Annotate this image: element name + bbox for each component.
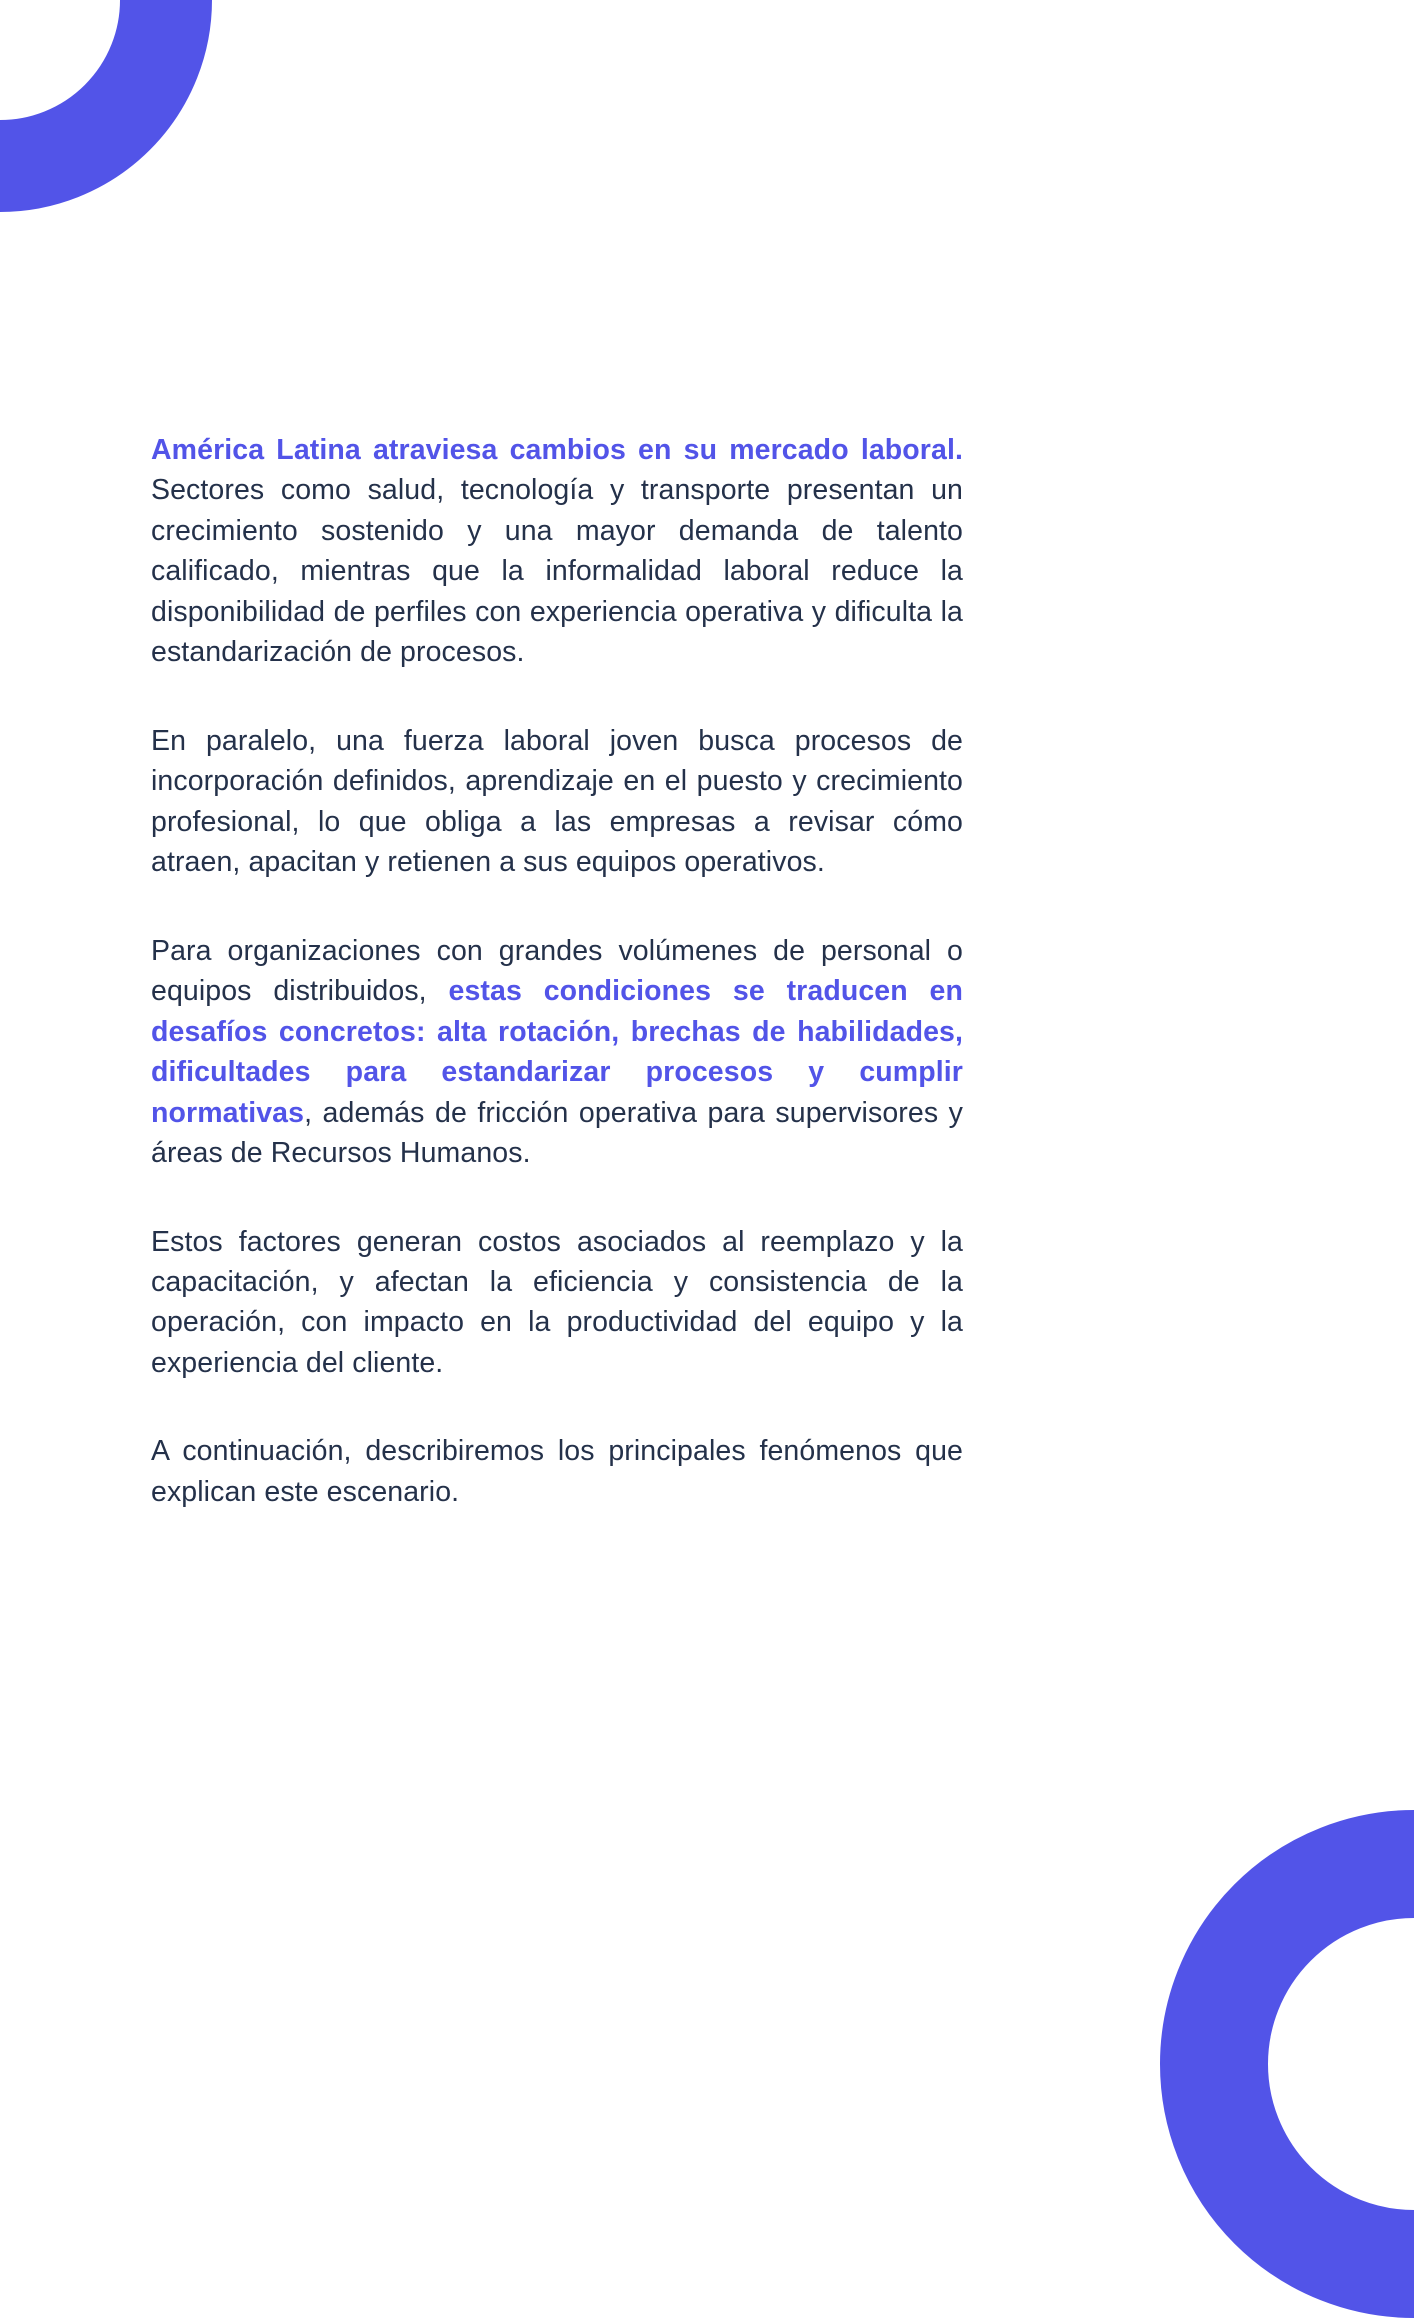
text-run: A continuación, describiremos los principales fenómenos que explican este escenario. xyxy=(151,1435,963,1508)
emphasis-run: América Latina atraviesa cambios en su mercado laboral. xyxy=(151,434,963,466)
paragraph xyxy=(151,1222,963,1384)
text-run: Estos factores generan costos asociados al reemplazo y la capacitación, y afectan la eficiencia y consistencia de la operación, con impacto en la productividad del equipo y la experiencia del cliente. xyxy=(151,1225,963,1379)
text-run: En paralelo, una fuerza laboral joven busca procesos de incorporación definidos, aprendizaje en el puesto y crecimiento profesional, lo que obliga a las empresas a revisar cómo atraen, apacitan y retienen a sus equipos operativos. xyxy=(151,724,963,879)
ring-decoration-bottom-right-icon xyxy=(1160,1810,1414,2318)
paragraph xyxy=(151,430,963,673)
paragraph xyxy=(151,931,963,1174)
text-run: Sectores como salud, tecnología y transporte presentan un crecimiento sostenido y una mayor demanda de talento calificado, mientras que la informalidad laboral reduce la disponibilidad de perfiles con experiencia operativa y dificulta la estandarización de procesos. xyxy=(151,474,963,669)
paragraph xyxy=(151,1431,963,1512)
paragraph xyxy=(151,721,963,883)
ring-decoration-top-left-icon xyxy=(0,0,212,212)
text-run: Para organizaciones con grandes volúmenes de personal o equipos distribuidos, xyxy=(151,934,963,1008)
text-run: , además de fricción operativa para supervisores y áreas de Recursos Humanos. xyxy=(151,1096,963,1170)
emphasis-run: estas condiciones se traducen en desafíos concretos: alta rotación, brechas de habilidades, dificultades para estandarizar procesos y cumplir normativas xyxy=(151,975,963,1129)
body-text-block xyxy=(151,430,963,1512)
